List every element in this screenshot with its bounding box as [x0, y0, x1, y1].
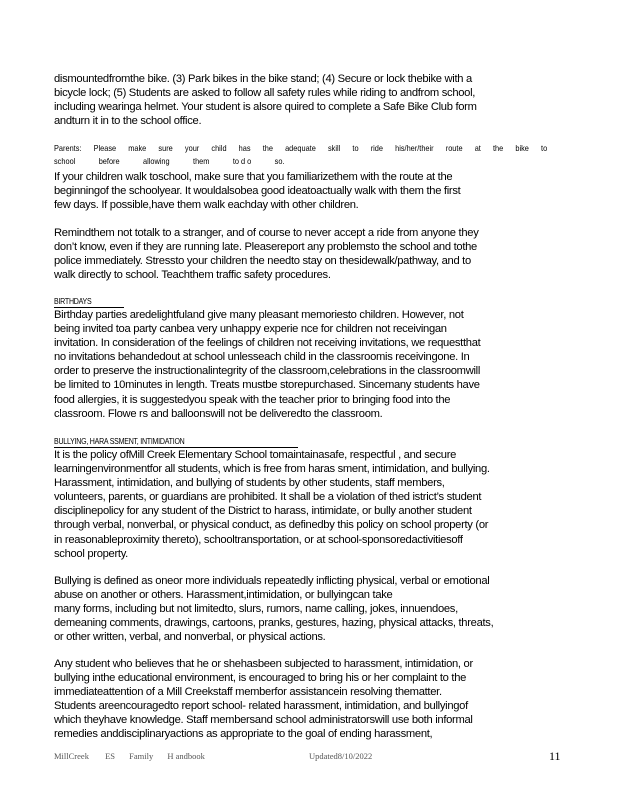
text-line: few days. If possible,have them walk eachday with other children. [54, 199, 359, 212]
text-line: classroom. Flowe rs and balloonswill not be deliveredto the classroom. [54, 407, 383, 420]
note-word: so. [274, 156, 285, 166]
walking-paragraph [54, 170, 564, 212]
text-line: school property. [54, 547, 128, 560]
text-line: order to preserve the instructionalintegrity of the classroom,celebrations in the classroomwill [54, 365, 481, 378]
text-line: or other written, verbal, and nonverbal, or physical actions. [54, 631, 326, 644]
text-line: bicycle lock; (5) Students are asked to follow all safety rules while riding to andfrom school, [54, 87, 476, 100]
text-line: walk directly to school. Teachthem traffic safety procedures. [54, 269, 331, 282]
note-word: sure [158, 144, 173, 153]
note-word: his/her/their [395, 144, 434, 153]
note-word: route [445, 144, 463, 153]
note-word: bike [515, 144, 529, 153]
text-line: abuse on another or others. Harassment,intimidation, or bullyingcan take [54, 589, 393, 602]
text-line: learningenvironmentfor all students, which is free from haras sment, intimidation, and bullying. [54, 463, 490, 476]
footer-handbook-title [54, 751, 205, 761]
text-line: police immediately. Stressto your children the needto stay on thesidewalk/pathway, and to [54, 255, 471, 268]
text-line: in reasonableproximity thereto), schooltransportation, or at school-sponsoredactivitiesoff [54, 533, 463, 546]
text-line: It is the policy ofMill Creek Elementary School tomaintainasafe, respectful , and secure [54, 449, 457, 461]
text-line: food allergies, it is suggestedyou speak with the teacher prior to bringing food into the [54, 393, 451, 406]
footer-part: Family [129, 751, 154, 761]
text-line: If your children walk toschool, make sure that you familiarizethem with the route at the [54, 171, 453, 183]
text-line: bullying inthe educational environment, is encouraged to bring his or her complaint to the [54, 672, 467, 685]
note-word: them [193, 156, 210, 166]
text-line: be limited to 10minutes in length. Treats mustbe storepurchased. Sincemany students have [54, 379, 480, 392]
text-line: including wearinga helmet. Your student is alsore quired to complete a Safe Bike Club form [54, 101, 477, 114]
text-line: no invitations behandedout at school unlesseach child in the classroomis receivingone. In [54, 351, 470, 364]
footer-part: ES [105, 751, 115, 761]
text-line: volunteers, parents, or guardians are prohibited. It shall be a violation of thed istrict’s student [54, 491, 482, 504]
note-word: your [184, 144, 200, 153]
note-word: to [541, 144, 548, 153]
bullying-reporting-paragraph [54, 657, 564, 742]
note-word: at [474, 144, 481, 153]
text-line: being invited toa party canbea very unhappy experie nce for children not receivingan [54, 323, 447, 336]
note-word: adequate [285, 144, 316, 153]
bullying-heading: BULLYING, HARA SSMENT, INTIMIDATION [54, 436, 185, 446]
text-line: disciplinepolicy for any student of the District to harass, intimidate, or bully another student [54, 505, 472, 518]
note-word: allowing [143, 156, 170, 166]
note-word: to d o [232, 156, 252, 166]
note-word: the [492, 144, 504, 153]
bike-safety-paragraph [54, 72, 564, 128]
text-line: Birthday parties aredelightfuland give many pleasant memoriesto children. However, not [54, 309, 464, 321]
birthdays-heading: BIRTHDAYS [54, 296, 92, 306]
note-word: Parents: [54, 144, 82, 153]
text-line: remedies anddisciplinaryactions as appropriate to the goal of ending harassment, [54, 728, 433, 741]
note-word: ride [370, 144, 383, 153]
text-line: Remindthem not totalk to a stranger, and of course to never accept a ride from anyone they [54, 227, 479, 239]
bullying-policy-paragraph [54, 448, 564, 561]
birthdays-paragraph [54, 308, 564, 421]
note-word: school [54, 156, 76, 166]
text-line: demeaning comments, drawings, cartoons, pranks, gestures, hazing, physical attacks, threats, [54, 617, 494, 630]
text-line: through verbal, nonverbal, or physical conduct, as definedby this policy on school property (or [54, 519, 489, 532]
parents-note-line-1 [54, 143, 547, 156]
note-word: make [128, 144, 147, 153]
note-word: skill [327, 144, 341, 153]
page-number: 11 [549, 749, 561, 763]
note-word: has [238, 144, 251, 153]
text-line: andturn it in to the school office. [54, 115, 202, 128]
parents-note-line-2 [54, 156, 499, 169]
note-word: Please [93, 144, 117, 153]
text-line: Any student who believes that he or shehasbeen subjected to harassment, intimidation, or [54, 658, 473, 670]
bullying-definition-paragraph [54, 574, 564, 644]
note-word: child [211, 144, 227, 153]
text-line: Bullying is defined as oneor more individuals repeatedly inflicting physical, verbal or emotional [54, 575, 490, 587]
text-line: many forms, including but not limitedto, slurs, rumors, name calling, jokes, innuendoes, [54, 603, 458, 616]
text-line: Harassment, intimidation, and bullying of students by other students, staff members, [54, 477, 445, 490]
text-line: don’t know, even if they are running late. Pleasereport any problemsto the school and tothe [54, 241, 477, 254]
text-line: beginningof the schoolyear. It wouldalsobea good ideatoactually walk with them the first [54, 185, 461, 198]
footer-part: H andbook [167, 751, 205, 761]
text-line: immediateattention of a Mill Creekstaff memberfor assistancein resolving thematter. [54, 686, 442, 699]
footer-part: MillCreek [54, 751, 89, 761]
note-word: the [262, 144, 273, 153]
parents-note [54, 143, 548, 168]
note-word: to [352, 144, 359, 153]
footer-updated-date: Updated8/10/2022 [309, 751, 373, 761]
text-line: which theyhave knowledge. Staff membersand school administratorswill use both informal [54, 714, 473, 727]
text-line: dismountedfromthe bike. (3) Park bikes in the bike stand; (4) Secure or lock thebike with a [54, 73, 472, 85]
stranger-safety-paragraph [54, 226, 564, 282]
text-line: invitation. In consideration of the feelings of children not receiving invitations, we requestthat [54, 337, 481, 350]
note-word: before [98, 156, 120, 166]
text-line: Students areencouragedto report school- related harassment, intimidation, and bullyingof [54, 700, 468, 713]
